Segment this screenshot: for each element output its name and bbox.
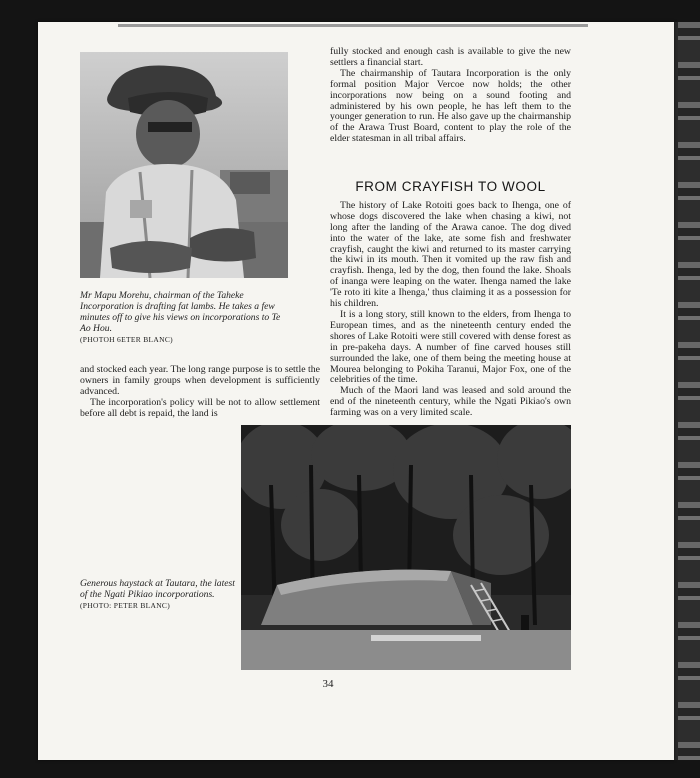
portrait-photo-credit: (PHOTOH 6ETER BLANC) <box>80 335 173 344</box>
article-column-right-mid <box>330 179 571 419</box>
haystack-photo <box>241 425 571 670</box>
paragraph: The incorporation's policy will be not to allow settlement before all debt is repaid, the land is <box>80 396 320 419</box>
section-heading: FROM CRAYFISH TO WOOL <box>355 179 546 194</box>
paragraph: It is a long story, still known to the elders, from Ihenga to European times, and as the nineteenth century ended the shores of Lake Rotoiti were still covered with dense forest as in pre-pakeha days. A number of fine carved houses still surrounded the lake, one of them being the meeting house at Mourea belonging to Pokiha Taranui, Major Fox, one of the celebrities of the time. <box>330 308 571 386</box>
haystack-photo-credit: (PHOTO: PETER BLANC) <box>80 601 171 610</box>
portrait-caption-text: Mr Mapu Morehu, chairman of the Taheke Incorporation is drafting fat lambs. He takes a few minutes off to give his views on incorporations to Te Ao Hou. <box>80 290 281 334</box>
paragraph: and stocked each year. The long range purpose is to settle the owners in family groups when development is sufficiently advanced. <box>80 364 320 397</box>
paragraph: fully stocked and enough cash is available to give the new settlers a financial start. <box>330 46 571 68</box>
paragraph: The chairmanship of Tautara Incorporation is the only formal position Major Vercoe now holds; the other incorporations now being on a sound footing and administered by his own people, he has left them to the younger generation to run. He also gave up the chairmanship of the Arawa Trust Board, content to play the role of the elder statesman in all tribal affairs. <box>330 67 571 145</box>
scan-edge-strip <box>674 22 700 760</box>
portrait-photo <box>80 52 288 278</box>
top-rule <box>118 24 588 27</box>
article-column-right-top <box>330 47 571 145</box>
haystack-caption <box>80 578 238 611</box>
portrait-caption <box>80 290 292 345</box>
article-column-left-bottom <box>80 365 320 420</box>
paragraph: Much of the Maori land was leased and sold around the end of the nineteenth century, while the Ngati Pikiao's own farming was on a very limited scale. <box>330 385 571 419</box>
paragraph: The history of Lake Rotoiti goes back to Ihenga, one of whose dogs discovered the lake when chasing a kiwi, not long after the landing of the Arawa canoe. The dog dived into the water of the lake, ate some fish and freshwater crayfish, caught the kiwi and returned to its master carrying the kiwi in its mouth. Then it vomited up the raw fish and crayfish. Ihenga, led by the dog, then found the lake. Shoals of inanga were leaping on the water. Ihenga named the lake 'Te roto iti kite a Ihenga,' thus claiming it as a possession for his children. <box>330 199 571 310</box>
page-number: 34 <box>322 678 334 690</box>
haystack-caption-text: Generous haystack at Tautara, the latest of the Ngati Pikiao incorporations. <box>80 578 235 600</box>
